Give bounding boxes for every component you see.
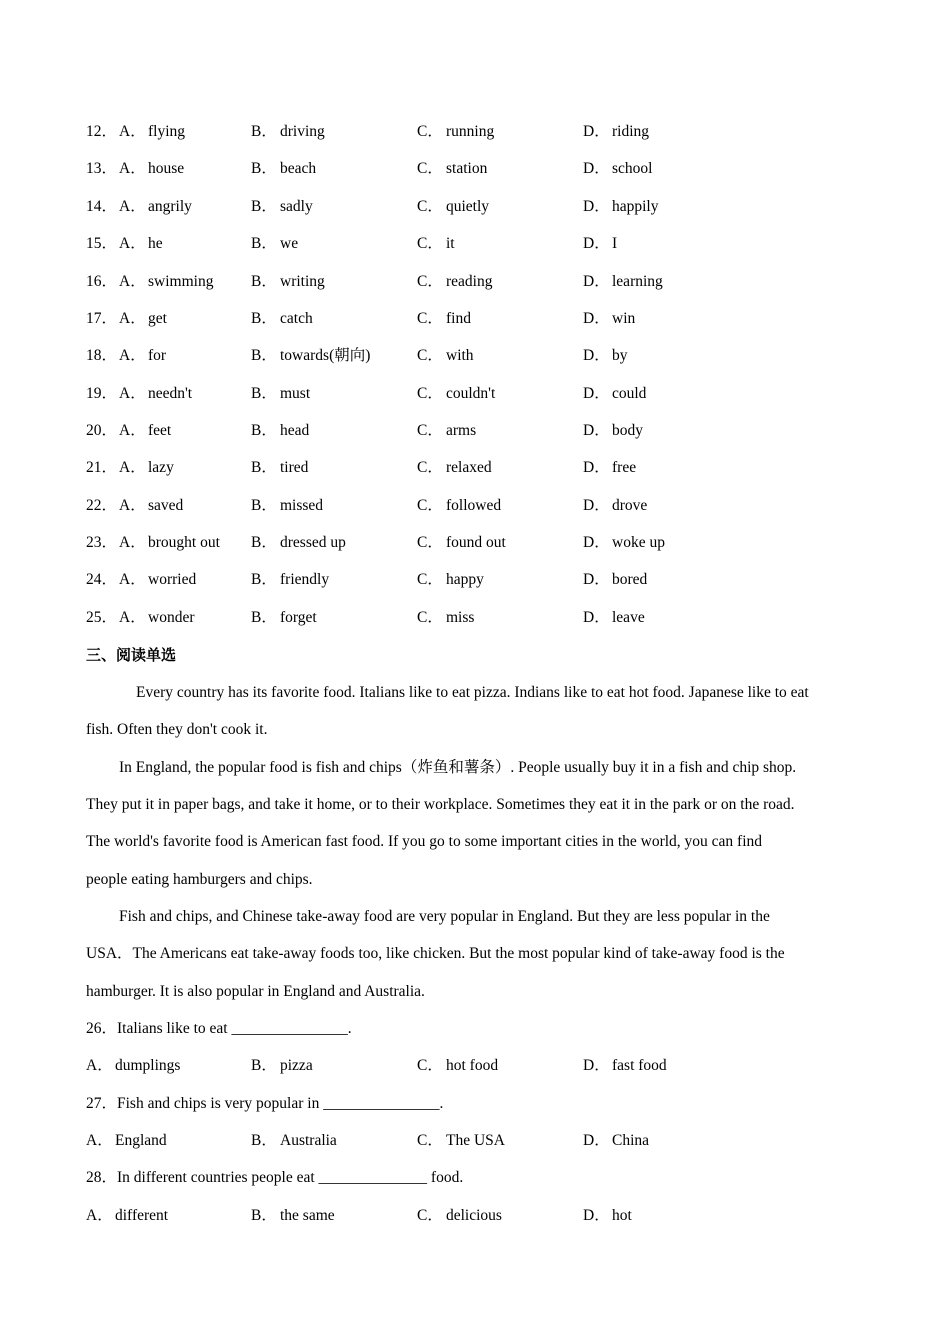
option-d [583, 531, 665, 555]
option-letter: B． [251, 273, 277, 290]
question-number: 13． [86, 160, 118, 177]
option-text: by [612, 347, 628, 364]
option-text: needn't [148, 385, 193, 402]
option-text: must [280, 385, 311, 402]
option-c [417, 456, 492, 480]
option-text: feet [148, 422, 172, 439]
option-letter: A． [119, 459, 146, 476]
option-c [417, 568, 484, 592]
option-letter: B． [251, 571, 277, 588]
passage-line: The world's favorite food is American fast food. If you go to some important cities in the world, you can find [86, 833, 763, 850]
option-c [417, 1054, 498, 1078]
option-text: found out [446, 534, 506, 551]
option-b [251, 195, 313, 219]
option-text: school [612, 160, 653, 177]
option-d [583, 494, 647, 518]
option-text: saved [148, 497, 184, 514]
option-text: catch [280, 310, 313, 327]
option-a [119, 195, 192, 219]
option-letter: A． [119, 347, 146, 364]
option-letter: C． [417, 571, 443, 588]
option-letter: A． [119, 235, 146, 252]
option-d [583, 456, 636, 480]
option-a [119, 568, 196, 592]
option-letter: A． [119, 273, 146, 290]
option-a [119, 157, 184, 181]
option-letter: D． [583, 160, 610, 177]
option-text: win [612, 310, 636, 327]
option-text: the same [280, 1207, 335, 1224]
option-c [417, 307, 471, 331]
option-text: relaxed [446, 459, 492, 476]
option-d [583, 195, 659, 219]
option-text: we [280, 235, 299, 252]
option-letter: A． [119, 310, 146, 327]
options-row [86, 1054, 886, 1078]
option-c [417, 120, 494, 144]
question-row [86, 531, 886, 555]
options-row [86, 1129, 886, 1153]
question-stem: 26．Italians like to eat _______________. [86, 1020, 352, 1037]
question-stem: 27．Fish and chips is very popular in _______________. [86, 1095, 444, 1112]
option-letter: B． [251, 1207, 277, 1224]
option-letter: B． [251, 160, 277, 177]
question-number: 16． [86, 273, 118, 290]
question-number: 18． [86, 347, 118, 364]
option-c [417, 494, 501, 518]
option-letter: C． [417, 459, 443, 476]
option-letter: C． [417, 1207, 443, 1224]
question-row [86, 270, 886, 294]
option-letter: B． [251, 310, 277, 327]
option-text: Australia [280, 1132, 337, 1149]
option-b [251, 1054, 313, 1078]
option-text: happy [446, 571, 484, 588]
option-text: get [148, 310, 167, 327]
option-text: forget [280, 609, 317, 626]
option-a [119, 382, 192, 406]
option-letter: B． [251, 459, 277, 476]
option-b [251, 606, 317, 630]
option-text: reading [446, 273, 493, 290]
option-c [417, 232, 455, 256]
option-b [251, 157, 316, 181]
option-b [251, 232, 298, 256]
question-number: 24． [86, 571, 118, 588]
option-c [417, 344, 474, 368]
question-number: 25． [86, 609, 118, 626]
option-letter: B． [251, 347, 277, 364]
option-d [583, 568, 647, 592]
option-letter: C． [417, 1057, 443, 1074]
option-c [417, 270, 492, 294]
option-a [119, 120, 185, 144]
question-row [86, 157, 886, 181]
option-text: station [446, 160, 488, 177]
option-text: miss [446, 609, 475, 626]
option-a [119, 307, 167, 331]
option-letter: A． [119, 571, 146, 588]
option-text: swimming [148, 273, 214, 290]
option-letter: D． [583, 273, 610, 290]
option-text: bored [612, 571, 648, 588]
option-text: hot food [446, 1057, 499, 1074]
option-text: angrily [148, 198, 192, 215]
option-letter: C． [417, 273, 443, 290]
option-letter: A． [86, 1057, 113, 1074]
question-row [86, 195, 886, 219]
passage-line: Fish and chips, and Chinese take-away food are very popular in England. But they are less popular in the [119, 908, 770, 925]
option-text: quietly [446, 198, 490, 215]
option-d [583, 419, 643, 443]
option-text: hot [612, 1207, 632, 1224]
option-text: find [446, 310, 471, 327]
option-text: followed [446, 497, 502, 514]
option-text: friendly [280, 571, 330, 588]
question-number: 19． [86, 385, 118, 402]
option-letter: A． [119, 497, 146, 514]
option-text: arms [446, 422, 477, 439]
option-text: England [115, 1132, 167, 1149]
option-text: woke up [612, 534, 665, 551]
option-text: towards(朝向) [280, 347, 371, 364]
question-number: 17． [86, 310, 118, 327]
option-letter: C． [417, 160, 443, 177]
option-c [417, 606, 474, 630]
option-a [119, 270, 213, 294]
option-d [583, 1054, 667, 1078]
option-d [583, 270, 663, 294]
question-number: 23． [86, 534, 118, 551]
option-text: it [446, 235, 455, 252]
option-text: dressed up [280, 534, 346, 551]
option-text: house [148, 160, 185, 177]
option-letter: C． [417, 385, 443, 402]
question-number: 21． [86, 459, 118, 476]
option-letter: B． [251, 385, 277, 402]
option-b [251, 531, 346, 555]
passage-line: Every country has its favorite food. Italians like to eat pizza. Indians like to eat hot food. Japanese like to eat [136, 684, 809, 701]
option-letter: B． [251, 422, 277, 439]
question-row [86, 494, 886, 518]
option-text: writing [280, 273, 325, 290]
option-a [119, 419, 171, 443]
option-text: lazy [148, 459, 174, 476]
option-d [583, 120, 649, 144]
option-a [119, 344, 166, 368]
option-letter: A． [119, 123, 146, 140]
option-letter: A． [119, 534, 146, 551]
option-text: happily [612, 198, 659, 215]
option-letter: A． [119, 609, 146, 626]
option-c [417, 195, 489, 219]
option-c [417, 531, 506, 555]
option-letter: B． [251, 235, 277, 252]
question-row [86, 232, 886, 256]
question-number: 12． [86, 123, 118, 140]
options-row [86, 1204, 886, 1228]
option-text: running [446, 123, 495, 140]
option-letter: D． [583, 534, 610, 551]
option-b [251, 270, 325, 294]
option-text: tired [280, 459, 309, 476]
option-b [251, 382, 310, 406]
option-letter: D． [583, 310, 610, 327]
option-d [583, 1204, 632, 1228]
option-letter: B． [251, 609, 277, 626]
option-b [251, 494, 323, 518]
option-letter: D． [583, 571, 610, 588]
question-row [86, 606, 886, 630]
option-d [583, 382, 646, 406]
question-stem: 28．In different countries people eat ______________ food. [86, 1169, 464, 1186]
option-a [119, 232, 163, 256]
option-letter: C． [417, 422, 443, 439]
question-row [86, 344, 886, 368]
option-letter: C． [417, 310, 443, 327]
option-text: worried [148, 571, 197, 588]
option-b [251, 120, 325, 144]
passage-line: fish. Often they don't cook it. [86, 721, 268, 738]
option-text: leave [612, 609, 645, 626]
option-letter: D． [583, 198, 610, 215]
option-text: beach [280, 160, 317, 177]
option-letter: D． [583, 459, 610, 476]
passage-line: hamburger. It is also popular in England and Australia. [86, 983, 425, 1000]
option-letter: C． [417, 609, 443, 626]
option-text: head [280, 422, 310, 439]
option-b [251, 307, 313, 331]
option-letter: B． [251, 534, 277, 551]
option-b [251, 419, 309, 443]
question-row [86, 568, 886, 592]
option-b [251, 568, 329, 592]
question-row [86, 456, 886, 480]
option-b [251, 456, 308, 480]
option-letter: D． [583, 609, 610, 626]
option-d [583, 307, 635, 331]
option-text: delicious [446, 1207, 502, 1224]
option-text: could [612, 385, 647, 402]
passage-line: people eating hamburgers and chips. [86, 871, 313, 888]
option-letter: B． [251, 497, 277, 514]
option-letter: C． [417, 1132, 443, 1149]
option-text: The USA [446, 1132, 505, 1149]
option-text: brought out [148, 534, 220, 551]
option-b [251, 1204, 335, 1228]
question-number: 22． [86, 497, 118, 514]
option-text: drove [612, 497, 648, 514]
option-text: he [148, 235, 163, 252]
option-text: dumplings [115, 1057, 181, 1074]
option-letter: D． [583, 1132, 610, 1149]
option-letter: A． [119, 160, 146, 177]
option-letter: B． [251, 1132, 277, 1149]
option-letter: C． [417, 235, 443, 252]
option-b [251, 344, 370, 368]
option-c [417, 419, 476, 443]
option-c [417, 382, 495, 406]
option-a [86, 1054, 180, 1078]
option-d [583, 157, 652, 181]
option-text: body [612, 422, 643, 439]
option-letter: D． [583, 235, 610, 252]
option-letter: D． [583, 385, 610, 402]
option-a [119, 531, 220, 555]
option-c [417, 1129, 505, 1153]
option-text: pizza [280, 1057, 313, 1074]
option-letter: D． [583, 1057, 610, 1074]
option-a [119, 606, 195, 630]
option-letter: C． [417, 198, 443, 215]
option-a [119, 456, 174, 480]
question-row [86, 120, 886, 144]
option-text: missed [280, 497, 324, 514]
option-text: riding [612, 123, 650, 140]
passage-line: They put it in paper bags, and take it home, or to their workplace. Sometimes they eat it in the park or on the road. [86, 796, 795, 813]
option-d [583, 1129, 649, 1153]
option-letter: B． [251, 1057, 277, 1074]
option-text: I [612, 235, 618, 252]
option-letter: A． [119, 385, 146, 402]
passage-line: USA．The Americans eat take-away foods too, like chicken. But the most popular kind of take-away food is the [86, 945, 785, 962]
option-letter: C． [417, 497, 443, 514]
option-c [417, 1204, 502, 1228]
option-letter: C． [417, 347, 443, 364]
option-text: different [115, 1207, 169, 1224]
option-letter: A． [119, 198, 146, 215]
option-d [583, 606, 645, 630]
option-text: sadly [280, 198, 313, 215]
option-a [119, 494, 183, 518]
option-letter: D． [583, 347, 610, 364]
option-b [251, 1129, 337, 1153]
option-letter: D． [583, 422, 610, 439]
question-number: 14． [86, 198, 118, 215]
option-a [86, 1129, 167, 1153]
option-letter: D． [583, 497, 610, 514]
question-row [86, 382, 886, 406]
option-text: couldn't [446, 385, 496, 402]
question-row [86, 307, 886, 331]
option-text: China [612, 1132, 650, 1149]
option-letter: A． [119, 422, 146, 439]
option-d [583, 232, 617, 256]
option-c [417, 157, 487, 181]
question-number: 15． [86, 235, 118, 252]
option-letter: C． [417, 123, 443, 140]
option-letter: A． [86, 1207, 113, 1224]
option-text: with [446, 347, 474, 364]
option-text: wonder [148, 609, 195, 626]
option-letter: C． [417, 534, 443, 551]
question-row [86, 419, 886, 443]
option-letter: B． [251, 198, 277, 215]
option-text: for [148, 347, 167, 364]
option-letter: A． [86, 1132, 113, 1149]
option-text: learning [612, 273, 663, 290]
question-number: 20． [86, 422, 118, 439]
option-text: fast food [612, 1057, 667, 1074]
option-letter: B． [251, 123, 277, 140]
option-letter: D． [583, 123, 610, 140]
option-text: driving [280, 123, 325, 140]
option-a [86, 1204, 168, 1228]
option-text: free [612, 459, 637, 476]
option-text: flying [148, 123, 186, 140]
option-d [583, 344, 628, 368]
section-title: 三、阅读单选 [86, 646, 177, 664]
passage-line: In England, the popular food is fish and chips（炸鱼和薯条）. People usually buy it in a fish and chip shop. [119, 759, 797, 776]
option-letter: D． [583, 1207, 610, 1224]
